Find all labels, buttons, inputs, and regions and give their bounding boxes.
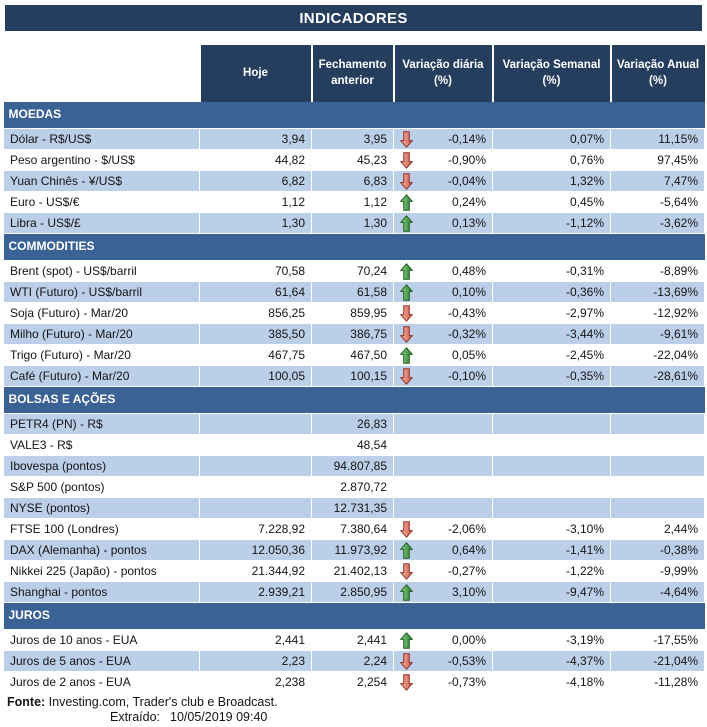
row-label: Peso argentino - $/US$ bbox=[4, 150, 200, 171]
variacao-semanal-value: -9,47% bbox=[493, 582, 611, 603]
row-label: Ibovespa (pontos) bbox=[4, 456, 200, 477]
trend-arrow-up-icon bbox=[400, 193, 414, 211]
row-label: Dólar - R$/US$ bbox=[4, 129, 200, 150]
row-label: Brent (spot) - US$/barril bbox=[4, 261, 200, 282]
variacao-semanal-value bbox=[493, 477, 611, 498]
fechamento-value: 11.973,92 bbox=[312, 540, 394, 561]
row-label: Café (Futuro) - Mar/20 bbox=[4, 366, 200, 387]
variacao-diaria-value: -0,04% bbox=[447, 174, 486, 188]
fechamento-value: 12.731,35 bbox=[312, 498, 394, 519]
trend-arrow-down-icon bbox=[400, 652, 414, 670]
variacao-diaria-cell bbox=[394, 630, 493, 651]
table-row bbox=[4, 582, 705, 603]
variacao-diaria-cell bbox=[394, 171, 493, 192]
fechamento-value: 45,23 bbox=[312, 150, 394, 171]
table-row bbox=[4, 303, 705, 324]
table-row bbox=[4, 150, 705, 171]
fechamento-value: 2.850,95 bbox=[312, 582, 394, 603]
fechamento-value: 70,24 bbox=[312, 261, 394, 282]
row-label: Juros de 10 anos - EUA bbox=[4, 630, 200, 651]
variacao-diaria-value: 0,64% bbox=[451, 543, 486, 557]
section-header-row bbox=[4, 387, 705, 414]
row-label: S&P 500 (pontos) bbox=[4, 477, 200, 498]
variacao-diaria-cell bbox=[394, 345, 493, 366]
fechamento-value: 26,83 bbox=[312, 414, 394, 435]
hoje-value bbox=[200, 498, 312, 519]
table-row bbox=[4, 192, 705, 213]
row-label: Nikkei 225 (Japão) - pontos bbox=[4, 561, 200, 582]
section-header-row bbox=[4, 102, 705, 129]
hoje-value: 385,50 bbox=[200, 324, 312, 345]
variacao-anual-value bbox=[611, 414, 705, 435]
variacao-diaria-cell bbox=[394, 561, 493, 582]
fechamento-value: 859,95 bbox=[312, 303, 394, 324]
hoje-value bbox=[200, 456, 312, 477]
extraido-value: 10/05/2019 09:40 bbox=[170, 710, 268, 725]
variacao-diaria-value: -0,32% bbox=[447, 327, 486, 341]
hoje-value: 7.228,92 bbox=[200, 519, 312, 540]
fechamento-value: 467,50 bbox=[312, 345, 394, 366]
variacao-anual-value: 11,15% bbox=[611, 129, 705, 150]
blank-header-cell bbox=[4, 45, 200, 102]
variacao-diaria-cell bbox=[394, 282, 493, 303]
table-row bbox=[4, 477, 705, 498]
extraido-label: Extraído: bbox=[110, 710, 161, 725]
section-header: COMMODITIES bbox=[4, 234, 705, 261]
variacao-diaria-cell bbox=[394, 456, 493, 477]
variacao-semanal-value: -1,41% bbox=[493, 540, 611, 561]
variacao-anual-value: -9,61% bbox=[611, 324, 705, 345]
trend-arrow-down-icon bbox=[400, 151, 414, 169]
trend-arrow-empty bbox=[400, 415, 414, 433]
hoje-value: 2.939,21 bbox=[200, 582, 312, 603]
variacao-semanal-value: -1,22% bbox=[493, 561, 611, 582]
fechamento-value: 1,30 bbox=[312, 213, 394, 234]
variacao-semanal-value: -3,19% bbox=[493, 630, 611, 651]
table-row bbox=[4, 435, 705, 456]
variacao-diaria-value: -0,14% bbox=[447, 132, 486, 146]
variacao-diaria-value: -0,27% bbox=[447, 564, 486, 578]
variacao-diaria-value: 0,05% bbox=[451, 348, 486, 362]
variacao-semanal-value: -1,12% bbox=[493, 213, 611, 234]
table-row bbox=[4, 414, 705, 435]
fechamento-value: 6,83 bbox=[312, 171, 394, 192]
variacao-anual-value: -4,64% bbox=[611, 582, 705, 603]
table-row bbox=[4, 171, 705, 192]
fechamento-value: 21.402,13 bbox=[312, 561, 394, 582]
trend-arrow-down-icon bbox=[400, 325, 414, 343]
row-label: Libra - US$/£ bbox=[4, 213, 200, 234]
variacao-diaria-cell bbox=[394, 324, 493, 345]
trend-arrow-up-icon bbox=[400, 346, 414, 364]
row-label: Yuan Chinês - ¥/US$ bbox=[4, 171, 200, 192]
variacao-anual-value: -0,38% bbox=[611, 540, 705, 561]
table-row bbox=[4, 324, 705, 345]
variacao-diaria-cell bbox=[394, 672, 493, 693]
trend-arrow-down-icon bbox=[400, 520, 414, 538]
fechamento-value: 3,95 bbox=[312, 129, 394, 150]
variacao-diaria-value: 0,48% bbox=[451, 264, 486, 278]
hoje-value bbox=[200, 414, 312, 435]
hoje-value: 2,238 bbox=[200, 672, 312, 693]
hoje-value: 21.344,92 bbox=[200, 561, 312, 582]
fechamento-value: 2,441 bbox=[312, 630, 394, 651]
fechamento-value: 1,12 bbox=[312, 192, 394, 213]
row-label: WTI (Futuro) - US$/barril bbox=[4, 282, 200, 303]
variacao-anual-value: -3,62% bbox=[611, 213, 705, 234]
hoje-value: 2,23 bbox=[200, 651, 312, 672]
hoje-value: 1,12 bbox=[200, 192, 312, 213]
variacao-diaria-cell bbox=[394, 150, 493, 171]
column-header-row bbox=[4, 45, 705, 102]
row-label: Shanghai - pontos bbox=[4, 582, 200, 603]
row-label: FTSE 100 (Londres) bbox=[4, 519, 200, 540]
variacao-anual-value: 97,45% bbox=[611, 150, 705, 171]
trend-arrow-up-icon bbox=[400, 262, 414, 280]
variacao-diaria-value: -2,06% bbox=[447, 522, 486, 536]
variacao-semanal-value bbox=[493, 456, 611, 477]
fechamento-value: 386,75 bbox=[312, 324, 394, 345]
row-label: Euro - US$/€ bbox=[4, 192, 200, 213]
fechamento-value: 2,254 bbox=[312, 672, 394, 693]
row-label: Milho (Futuro) - Mar/20 bbox=[4, 324, 200, 345]
trend-arrow-up-icon bbox=[400, 541, 414, 559]
section-header-row bbox=[4, 603, 705, 630]
table-row bbox=[4, 129, 705, 150]
variacao-diaria-value: 0,13% bbox=[451, 216, 486, 230]
table-row bbox=[4, 519, 705, 540]
row-label: Trigo (Futuro) - Mar/20 bbox=[4, 345, 200, 366]
variacao-diaria-value: -0,43% bbox=[447, 306, 486, 320]
trend-arrow-down-icon bbox=[400, 304, 414, 322]
variacao-semanal-value: 0,45% bbox=[493, 192, 611, 213]
variacao-semanal-value bbox=[493, 435, 611, 456]
variacao-diaria-cell bbox=[394, 435, 493, 456]
row-label: PETR4 (PN) - R$ bbox=[4, 414, 200, 435]
variacao-anual-value bbox=[611, 498, 705, 519]
fechamento-value: 61,58 bbox=[312, 282, 394, 303]
table-row bbox=[4, 651, 705, 672]
hoje-value: 61,64 bbox=[200, 282, 312, 303]
footer bbox=[3, 695, 704, 726]
variacao-diaria-value: -0,73% bbox=[447, 675, 486, 689]
trend-arrow-down-icon bbox=[400, 367, 414, 385]
table-row bbox=[4, 561, 705, 582]
variacao-anual-value: -13,69% bbox=[611, 282, 705, 303]
trend-arrow-down-icon bbox=[400, 130, 414, 148]
hoje-value bbox=[200, 435, 312, 456]
row-label: DAX (Alemanha) - pontos bbox=[4, 540, 200, 561]
variacao-diaria-cell bbox=[394, 519, 493, 540]
page-title: INDICADORES bbox=[5, 5, 702, 31]
trend-arrow-down-icon bbox=[400, 673, 414, 691]
trend-arrow-empty bbox=[400, 436, 414, 454]
trend-arrow-up-icon bbox=[400, 631, 414, 649]
source-text: Investing.com, Trader's club e Broadcast. bbox=[48, 695, 278, 709]
trend-arrow-up-icon bbox=[400, 214, 414, 232]
table-row bbox=[4, 672, 705, 693]
hoje-value: 6,82 bbox=[200, 171, 312, 192]
table-row bbox=[4, 456, 705, 477]
fechamento-value: 48,54 bbox=[312, 435, 394, 456]
hoje-value bbox=[200, 477, 312, 498]
variacao-diaria-value: 0,24% bbox=[451, 195, 486, 209]
variacao-diaria-cell bbox=[394, 414, 493, 435]
variacao-diaria-cell bbox=[394, 303, 493, 324]
trend-arrow-empty bbox=[400, 478, 414, 496]
variacao-anual-value: 2,44% bbox=[611, 519, 705, 540]
variacao-anual-value: 7,47% bbox=[611, 171, 705, 192]
variacao-diaria-cell bbox=[394, 261, 493, 282]
indicators-table bbox=[3, 45, 705, 693]
table-row bbox=[4, 540, 705, 561]
variacao-semanal-value bbox=[493, 498, 611, 519]
variacao-semanal-value: -4,37% bbox=[493, 651, 611, 672]
column-header-fechamento: Fechamento anterior bbox=[312, 45, 394, 102]
variacao-diaria-value: -0,53% bbox=[447, 654, 486, 668]
hoje-value: 3,94 bbox=[200, 129, 312, 150]
variacao-diaria-value: -0,10% bbox=[447, 369, 486, 383]
section-header: BOLSAS E AÇÕES bbox=[4, 387, 705, 414]
table-row bbox=[4, 366, 705, 387]
row-label: NYSE (pontos) bbox=[4, 498, 200, 519]
table-row bbox=[4, 213, 705, 234]
variacao-anual-value: -9,99% bbox=[611, 561, 705, 582]
hoje-value: 2,441 bbox=[200, 630, 312, 651]
column-header-variacao-anual: Variação Anual (%) bbox=[611, 45, 705, 102]
trend-arrow-empty bbox=[400, 457, 414, 475]
variacao-diaria-cell bbox=[394, 498, 493, 519]
extraction-timestamp bbox=[7, 710, 704, 725]
variacao-diaria-cell bbox=[394, 213, 493, 234]
column-header-hoje: Hoje bbox=[200, 45, 312, 102]
variacao-anual-value: -28,61% bbox=[611, 366, 705, 387]
row-label: Juros de 5 anos - EUA bbox=[4, 651, 200, 672]
source-note bbox=[7, 695, 704, 710]
section-header: MOEDAS bbox=[4, 102, 705, 129]
table-row bbox=[4, 261, 705, 282]
variacao-diaria-cell bbox=[394, 192, 493, 213]
variacao-diaria-value: 0,10% bbox=[451, 285, 486, 299]
section-header-row bbox=[4, 234, 705, 261]
row-label: Soja (Futuro) - Mar/20 bbox=[4, 303, 200, 324]
variacao-anual-value bbox=[611, 456, 705, 477]
variacao-diaria-cell bbox=[394, 477, 493, 498]
fechamento-value: 7.380,64 bbox=[312, 519, 394, 540]
trend-arrow-down-icon bbox=[400, 562, 414, 580]
trend-arrow-empty bbox=[400, 499, 414, 517]
variacao-anual-value: -21,04% bbox=[611, 651, 705, 672]
variacao-anual-value bbox=[611, 435, 705, 456]
source-label: Fonte: bbox=[7, 695, 46, 709]
variacao-semanal-value: -0,35% bbox=[493, 366, 611, 387]
fechamento-value: 94.807,85 bbox=[312, 456, 394, 477]
variacao-anual-value: -11,28% bbox=[611, 672, 705, 693]
variacao-anual-value: -8,89% bbox=[611, 261, 705, 282]
trend-arrow-down-icon bbox=[400, 172, 414, 190]
variacao-diaria-cell bbox=[394, 651, 493, 672]
hoje-value: 12.050,36 bbox=[200, 540, 312, 561]
variacao-diaria-value: 0,00% bbox=[451, 633, 486, 647]
variacao-semanal-value: -3,44% bbox=[493, 324, 611, 345]
variacao-semanal-value: -0,31% bbox=[493, 261, 611, 282]
table-row bbox=[4, 498, 705, 519]
table-row bbox=[4, 345, 705, 366]
variacao-anual-value: -17,55% bbox=[611, 630, 705, 651]
variacao-semanal-value: 1,32% bbox=[493, 171, 611, 192]
column-header-variacao-semanal: Variação Semanal (%) bbox=[493, 45, 611, 102]
hoje-value: 856,25 bbox=[200, 303, 312, 324]
variacao-semanal-value bbox=[493, 414, 611, 435]
variacao-semanal-value: 0,76% bbox=[493, 150, 611, 171]
variacao-semanal-value: -2,45% bbox=[493, 345, 611, 366]
variacao-semanal-value: 0,07% bbox=[493, 129, 611, 150]
variacao-semanal-value: -4,18% bbox=[493, 672, 611, 693]
fechamento-value: 2.870,72 bbox=[312, 477, 394, 498]
variacao-anual-value: -22,04% bbox=[611, 345, 705, 366]
fechamento-value: 100,15 bbox=[312, 366, 394, 387]
variacao-diaria-value: 3,10% bbox=[451, 585, 486, 599]
variacao-diaria-cell bbox=[394, 129, 493, 150]
hoje-value: 1,30 bbox=[200, 213, 312, 234]
hoje-value: 100,05 bbox=[200, 366, 312, 387]
column-header-variacao-diaria: Variação diária (%) bbox=[394, 45, 493, 102]
trend-arrow-up-icon bbox=[400, 283, 414, 301]
hoje-value: 44,82 bbox=[200, 150, 312, 171]
variacao-anual-value: -5,64% bbox=[611, 192, 705, 213]
variacao-anual-value: -12,92% bbox=[611, 303, 705, 324]
section-header: JUROS bbox=[4, 603, 705, 630]
variacao-diaria-cell bbox=[394, 540, 493, 561]
fechamento-value: 2,24 bbox=[312, 651, 394, 672]
table-row bbox=[4, 282, 705, 303]
variacao-anual-value bbox=[611, 477, 705, 498]
variacao-diaria-value: -0,90% bbox=[447, 153, 486, 167]
row-label: VALE3 - R$ bbox=[4, 435, 200, 456]
variacao-diaria-cell bbox=[394, 582, 493, 603]
indicators-table-body bbox=[4, 102, 705, 693]
variacao-semanal-value: -3,10% bbox=[493, 519, 611, 540]
hoje-value: 70,58 bbox=[200, 261, 312, 282]
table-row bbox=[4, 630, 705, 651]
variacao-semanal-value: -2,97% bbox=[493, 303, 611, 324]
trend-arrow-up-icon bbox=[400, 583, 414, 601]
row-label: Juros de 2 anos - EUA bbox=[4, 672, 200, 693]
hoje-value: 467,75 bbox=[200, 345, 312, 366]
variacao-semanal-value: -0,36% bbox=[493, 282, 611, 303]
variacao-diaria-cell bbox=[394, 366, 493, 387]
